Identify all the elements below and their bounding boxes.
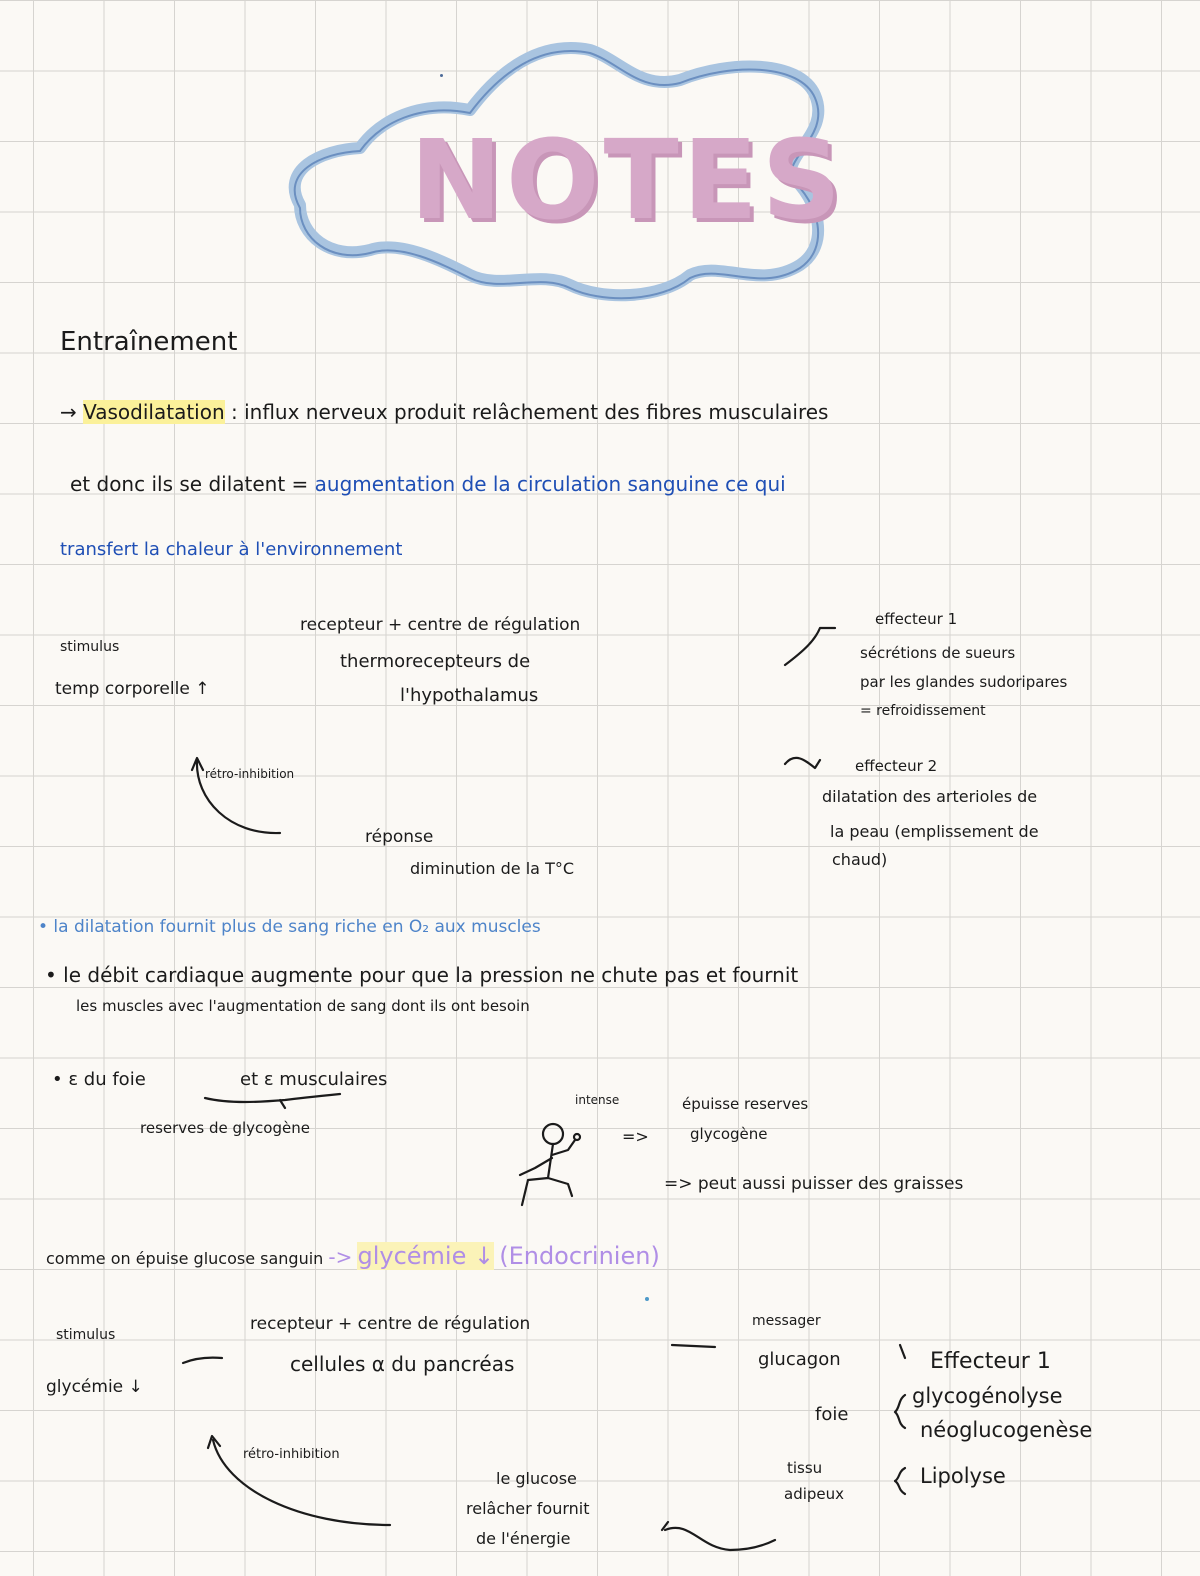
d1-effector1-line2: par les glandes sudoripares <box>860 673 1068 691</box>
d2-arrow-effector <box>900 1345 905 1358</box>
bullet-1: • la dilatation fournit plus de sang riche en O₂ aux muscles <box>38 917 541 937</box>
d2-glucose-line3: de l'énergie <box>476 1529 571 1548</box>
d2-stimulus-value: glycémie ↓ <box>46 1377 143 1397</box>
runner-line2: glycogène <box>690 1125 768 1143</box>
d2-effector-title: Effecteur 1 <box>930 1349 1051 1374</box>
bullet-2-line1: • le débit cardiaque augmente pour que la pression ne chute pas et fournit <box>45 963 799 987</box>
b3-brace <box>205 1094 340 1108</box>
d1-effector1-line1: sécrétions de sueurs <box>860 644 1016 662</box>
glucose-text: comme on épuise glucose sanguin <box>46 1249 324 1268</box>
d1-response-label: réponse <box>365 827 434 847</box>
d2-messager-label: messager <box>752 1313 821 1329</box>
d2-tissu-line1: tissu <box>787 1459 823 1477</box>
d2-brace-lipolyse <box>895 1468 905 1494</box>
d2-bottom-arrow <box>662 1522 775 1550</box>
runner-line1: épuisse reserves <box>682 1095 809 1113</box>
d1-receptor-line1: thermorecepteurs de <box>340 651 531 672</box>
bullet-3-a: • ε du foie <box>52 1069 146 1090</box>
d2-glucose-line1: le glucose <box>496 1469 577 1488</box>
runner-intense: intense <box>575 1093 620 1107</box>
bullet-2-line2: les muscles avec l'augmentation de sang dont ils ont besoin <box>76 997 530 1015</box>
d2-receptor-title: recepteur + centre de régulation <box>250 1314 531 1334</box>
glycemie-label: glycémie ↓ <box>357 1242 495 1270</box>
d1-response-value: diminution de la T°C <box>410 859 575 878</box>
d1-effector2-line2: la peau (emplissement de <box>830 822 1039 841</box>
d2-lipolyse: Lipolyse <box>920 1464 1006 1488</box>
d2-stimulus-label: stimulus <box>56 1327 116 1343</box>
d1-arrow-effector1 <box>785 628 835 665</box>
d2-retro-label: rétro-inhibition <box>243 1447 340 1462</box>
d2-neoglucogenese: néoglucogenèse <box>920 1418 1093 1442</box>
d2-foie: foie <box>815 1404 849 1425</box>
runner-line3: => peut aussi puisser des graisses <box>664 1174 964 1194</box>
d2-retro-arrow <box>208 1436 390 1525</box>
notes-title: NOTES <box>410 116 845 244</box>
d2-dash-2 <box>672 1345 715 1347</box>
d1-effector1-line3: = refroidissement <box>860 703 986 719</box>
d2-glycogenolyse: glycogénolyse <box>912 1384 1063 1408</box>
vaso-line1-rest: : influx nerveux produit relâchement des fibres musculaires <box>231 400 829 424</box>
d2-glucose-line2: relâcher fournit <box>466 1499 590 1518</box>
endocrinien-label: (Endocrinien) <box>499 1242 660 1270</box>
d2-messager-value: glucagon <box>758 1349 841 1370</box>
d1-effector1-title: effecteur 1 <box>875 610 958 628</box>
d1-retro-arrow <box>192 758 280 833</box>
vaso-line-3: transfert la chaleur à l'environnement <box>60 539 403 560</box>
d1-effector2-line3: chaud) <box>832 850 888 869</box>
d2-receptor-value: cellules α du pancréas <box>290 1352 515 1376</box>
bullet-3-c: reserves de glycogène <box>140 1119 310 1137</box>
glucose-arrow: -> <box>328 1245 353 1269</box>
d1-effector2-line1: dilatation des arterioles de <box>822 787 1038 806</box>
bullet-3-b: et ε musculaires <box>240 1069 388 1090</box>
runner-arrow: => <box>622 1127 649 1146</box>
d2-tissu-line2: adipeux <box>784 1485 845 1503</box>
vaso-line2-black: et donc ils se dilatent = <box>70 472 309 496</box>
blue-dot <box>645 1297 649 1301</box>
d1-receptor-line2: l'hypothalamus <box>400 685 539 706</box>
d1-receptor-title: recepteur + centre de régulation <box>300 615 581 635</box>
d1-stimulus-value: temp corporelle ↑ <box>55 679 210 699</box>
d1-stimulus-label: stimulus <box>60 639 120 655</box>
d2-brace-foie <box>895 1395 905 1428</box>
vaso-term: Vasodilatation <box>83 400 225 424</box>
d1-effector2-title: effecteur 2 <box>855 757 938 775</box>
d1-arrow-effector2 <box>785 758 820 768</box>
blue-dot-top <box>440 74 443 77</box>
d1-retro-label: rétro-inhibition <box>205 767 295 781</box>
runner-figure-icon <box>520 1124 580 1205</box>
vaso-line2-blue: augmentation de la circulation sanguine ce qui <box>314 472 786 496</box>
vaso-line-1: → Vasodilatation : influx nerveux produit relâchement des fibres musculaires <box>60 400 829 424</box>
d2-dash-1 <box>183 1358 222 1363</box>
section-heading: Entraînement <box>60 327 238 357</box>
